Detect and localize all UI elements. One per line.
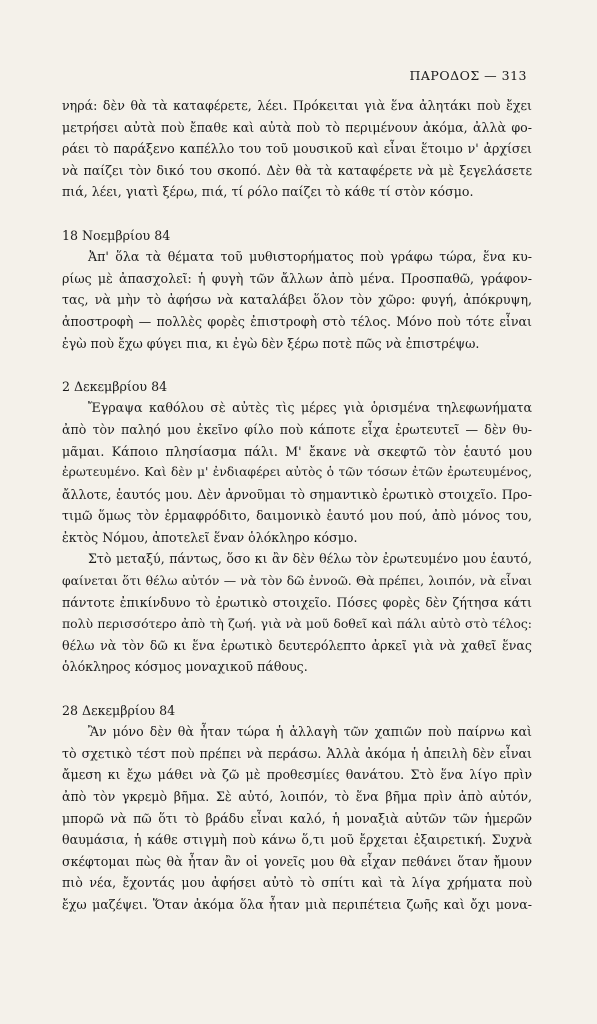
text-line: ἀποστροφὴ — πολλὲς φορὲς ἐπιστροφὴ στὸ τέλος. Μόνο ποὺ τότε εἶναι [62, 313, 532, 329]
continued-paragraph [62, 95, 532, 203]
text-line: ἐκτὸς Νόμου, ἀποτελεῖ ἕναν ὁλόκληρο κόσμο. [62, 529, 358, 545]
text-line: πάντοτε ἐπικίνδυνο τὸ ἐρωτικὸ στοιχεῖο. Πόσες φορὲς δὲν ζήτησα κάτι [62, 594, 532, 610]
text-line: ἄμεση κι ἔχω μάθει νὰ ζῶ μὲ προθεσμίες θανάτου. Στὸ ἕνα λίγο πρὶν [62, 767, 532, 783]
text-line: μᾶμαι. Κάποιο πλησίασμα πάλι. Μ' ἔκανε νὰ σκεφτῶ τὸν ἑαυτό μου [62, 443, 532, 459]
entry-paragraph [62, 548, 532, 678]
text-line: μπορῶ νὰ πῶ ὅτι τὸ βράδυ εἶναι καλό, ἡ μοναξιὰ αὐτῶν τῶν ἡμερῶν [62, 810, 532, 826]
entry-paragraph [62, 397, 532, 548]
spacer [62, 354, 532, 376]
text-line: θαυμάσια, ἡ κάθε στιγμὴ ποὺ κάνω ὅ,τι μοῦ ἔρχεται ἐξαιρετική. Συχνὰ [62, 832, 532, 848]
text-line: Ἂν μόνο δὲν θὰ ἦταν τώρα ἡ ἀλλαγὴ τῶν χαπιῶν ποὺ παίρνω καὶ [88, 724, 532, 740]
text-line: ἐρωτευμένο. Καὶ δὲν μ' ἐνδιαφέρει αὐτὸς ὁ τῶν τόσων ἐτῶν ἐρωτευμένος, [62, 465, 532, 480]
text-line: πιὸ νέα, ἔχοντάς μου ἀφήσει αὐτὸ τὸ σπίτι καὶ τὰ λίγα χρήματα ποὺ [62, 875, 532, 891]
text-line: τας, νὰ μὴν τὸ ἀφήσω νὰ καταλάβει ὅλον τὸν χῶρο: φυγή, ἀπόκρυψη, [62, 292, 532, 308]
text-line: τὸ σχετικὸ τέστ ποὺ πρέπει νὰ περάσω. Ἀλλὰ ἀκόμα ἡ ἀπειλὴ δὲν εἶναι [62, 745, 532, 761]
text-line: ἔχω μαζέψει. Ὅταν ἀκόμα ὅλα ἦταν μιὰ περιπέτεια ζωῆς καὶ ὄχι μονα- [62, 896, 532, 912]
text-line: ἀπὸ τὸν γκρεμὸ βῆμα. Σὲ αὐτό, λοιπόν, τὸ ἕνα βῆμα πρὶν ἀπὸ αὐτόν, [62, 789, 532, 804]
text-line: θέλω νὰ τὸν δῶ κι ἕνα ἐρωτικὸ δευτερόλεπτο ἀρκεῖ γιὰ νὰ χαθεῖ ἕνας [62, 637, 532, 653]
entry-paragraph [62, 721, 532, 915]
spacer [62, 678, 532, 700]
text-line: ρίως μὲ ἀπασχολεῖ: ἡ φυγὴ τῶν ἄλλων ἀπὸ μένα. Προσπαθῶ, γράφον- [62, 270, 532, 286]
text-line: ἄλλοτε, ἑαυτός μου. Δὲν ἀρνοῦμαι τὸ σημαντικὸ ἐρωτικὸ στοιχεῖο. Προ- [62, 486, 532, 502]
text-line: ράει τὸ παράξενο καπέλλο του τοῦ μουσικοῦ καὶ εἶναι ἕτοιμο ν' ἀρχίσει [62, 141, 532, 157]
text-line: ὁλόκληρος κόσμος μοναχικοῦ πάθους. [62, 659, 308, 675]
text-line: πολὺ περισσότερο ἀπὸ τὴ ζωή. γιὰ νὰ μοῦ δοθεῖ καὶ πάλι αὐτὸ στὸ τέλος: [62, 616, 532, 632]
diary-entry-18-nov [62, 225, 532, 355]
entry-date: 18 Νοεμβρίου 84 [62, 227, 171, 243]
text-line: πιά, λέει, γιατὶ ξέρω, πιά, τί ρόλο παίζει τὸ κάθε τί στὸν κόσμο. [62, 184, 474, 200]
spacer [62, 203, 532, 225]
text-line: ἀπὸ τὸν παληό μου ἐκεῖνο φίλο ποὺ κάποτε εἶχα ἐρωτευτεῖ — δὲν θυ- [62, 421, 532, 437]
running-head: ΠΑΡΟΔΟΣ — 313 [409, 68, 527, 83]
text-line: Ἀπ' ὅλα τὰ θέματα τοῦ μυθιστορήματος ποὺ γράφω τώρα, ἕνα κυ- [88, 249, 532, 265]
page-text [62, 95, 532, 916]
text-line: ἐγὼ ποὺ ἔχω φύγει πια, κι ἐγὼ δὲν ξέρω ποτὲ πῶς νὰ ἐπιστρέψω. [62, 335, 480, 351]
text-line: Στὸ μεταξύ, πάντως, ὅσο κι ἂν δὲν θέλω τὸν ἐρωτευμένο μου ἑαυτό, [88, 551, 532, 567]
text-line: νὰ παίζει τὸν δικό του σκοπό. Δὲν θὰ τὰ καταφέρετε νὰ μὲ ξεγελάσετε [62, 162, 532, 178]
text-line: σκέφτομαι πὼς θὰ ἦταν ἂν οἱ γονεῖς μου θὰ εἶχαν πεθάνει ὅταν ἤμουν [62, 853, 532, 869]
diary-entry-2-dec [62, 376, 532, 678]
entry-date: 28 Δεκεμβρίου 84 [62, 702, 176, 718]
text-line: νηρά: δὲν θὰ τὰ καταφέρετε, λέει. Πρόκειται γιὰ ἕνα ἀλητάκι ποὺ ἔχει [62, 98, 532, 113]
text-line: φαίνεται ὅτι θέλω αὐτόν — νὰ τὸν δῶ ἐννοῶ. Θὰ πρέπει, λοιπόν, νὰ εἶναι [62, 573, 532, 589]
text-line: μετρήσει αὐτὰ ποὺ ἔπαθε καὶ αὐτὰ ποὺ τὸ περιμένουν ἀκόμα, ἀλλὰ φο- [62, 119, 532, 135]
text-line: τιμῶ ὅμως τὸν ἑρμαφρόδιτο, δαιμονικὸ ἑαυτό μου πού, ἀπὸ μόνος του, [62, 508, 532, 524]
diary-entry-28-dec [62, 700, 532, 916]
entry-date: 2 Δεκεμβρίου 84 [62, 378, 168, 394]
text-line: Ἔγραψα καθόλου σὲ αὐτὲς τὶς μέρες γιὰ ὁρισμένα τηλεφωνήματα [88, 400, 532, 416]
entry-paragraph [62, 246, 532, 354]
